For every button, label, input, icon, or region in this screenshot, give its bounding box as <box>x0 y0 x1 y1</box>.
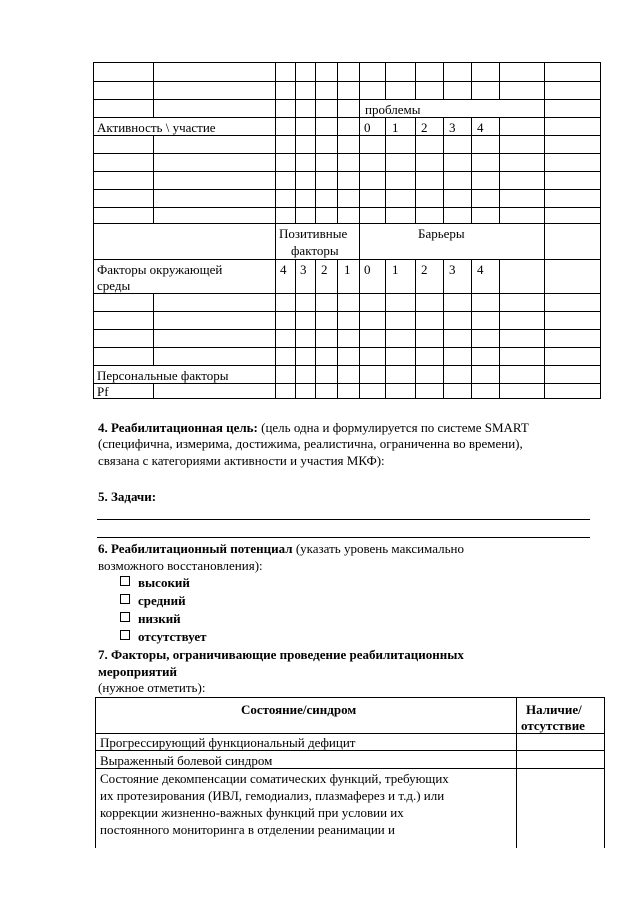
barrier-scale-1: 1 <box>392 262 399 277</box>
problem-scale-0: 0 <box>364 120 371 135</box>
positive-scale-3: 3 <box>300 262 307 277</box>
section-5-heading: 5. Задачи: <box>98 489 157 504</box>
icf-table <box>93 62 601 399</box>
barrier-scale-0: 0 <box>364 262 371 277</box>
row-progressive-deficit: Прогрессирующий функциональный дефицит <box>100 735 356 750</box>
problem-scale-3: 3 <box>449 120 456 135</box>
positive-scale-2: 2 <box>321 262 328 277</box>
section-6-heading: 6. Реабилитационный потенциал <box>98 541 293 556</box>
checkbox-icon[interactable] <box>120 630 130 640</box>
section-4-line-3: связана с категориями активности и участия МКФ): <box>98 453 385 468</box>
problems-label: проблемы <box>365 102 421 117</box>
col-header-presence-1: Наличие/ <box>526 702 582 717</box>
personal-factors-label: Персональные факторы <box>97 368 229 383</box>
pf-label: Pf <box>97 384 109 399</box>
barrier-scale-4: 4 <box>477 262 484 277</box>
checkbox-icon[interactable] <box>120 594 130 604</box>
tasks-line-1[interactable] <box>97 519 590 520</box>
section-7-heading-1: 7. Факторы, ограничивающие проведение реабилитационных <box>98 647 464 662</box>
row-decompensation-3: коррекции жизненно-важных функций при условии их <box>100 805 404 820</box>
section-7-note: (нужное отметить): <box>98 680 206 695</box>
barrier-scale-3: 3 <box>449 262 456 277</box>
tasks-line-2[interactable] <box>97 537 590 538</box>
section-6-line-1: 6. Реабилитационный потенциал (указать уровень максимально <box>98 541 464 556</box>
section-6-line-2: возможного восстановления): <box>98 558 263 573</box>
section-4-heading: 4. Реабилитационная цель: <box>98 420 258 435</box>
row-decompensation-2: их протезирования (ИВЛ, гемодиализ, плазмаферез и т.д.) или <box>100 788 445 803</box>
problem-scale-2: 2 <box>421 120 428 135</box>
potential-option-high[interactable]: высокий <box>120 575 190 591</box>
env-factors-label-1: Факторы окружающей <box>97 262 223 277</box>
row-pain-syndrome: Выраженный болевой синдром <box>100 753 273 768</box>
problem-scale-1: 1 <box>392 120 399 135</box>
limiting-factors-table <box>95 697 605 848</box>
section-4-line-1: 4. Реабилитационная цель: (цель одна и формулируется по системе SMART <box>98 420 529 435</box>
positive-factors-label-1: Позитивные <box>279 226 348 241</box>
barrier-scale-2: 2 <box>421 262 428 277</box>
section-4-line-2: (специфична, измерима, достижима, реалистична, ограниченна во времени), <box>98 436 523 451</box>
problem-scale-4: 4 <box>477 120 484 135</box>
potential-option-absent[interactable]: отсутствует <box>120 629 207 645</box>
col-header-presence-2: отсутствие <box>521 718 585 733</box>
potential-option-medium[interactable]: средний <box>120 593 186 609</box>
col-header-condition: Состояние/синдром <box>241 702 357 717</box>
row-decompensation-1: Состояние декомпенсации соматических функций, требующих <box>100 771 449 786</box>
potential-option-low[interactable]: низкий <box>120 611 181 627</box>
positive-scale-1: 1 <box>344 262 351 277</box>
checkbox-icon[interactable] <box>120 576 130 586</box>
checkbox-icon[interactable] <box>120 612 130 622</box>
barriers-label: Барьеры <box>418 226 465 241</box>
activity-label: Активность \ участие <box>97 120 216 135</box>
row-decompensation-4: постоянного мониторинга в отделении реанимации и <box>100 822 395 837</box>
section-7-heading-2: мероприятий <box>98 664 177 679</box>
positive-scale-4: 4 <box>280 262 287 277</box>
positive-factors-label-2: факторы <box>291 243 339 258</box>
env-factors-label-2: среды <box>97 278 131 293</box>
